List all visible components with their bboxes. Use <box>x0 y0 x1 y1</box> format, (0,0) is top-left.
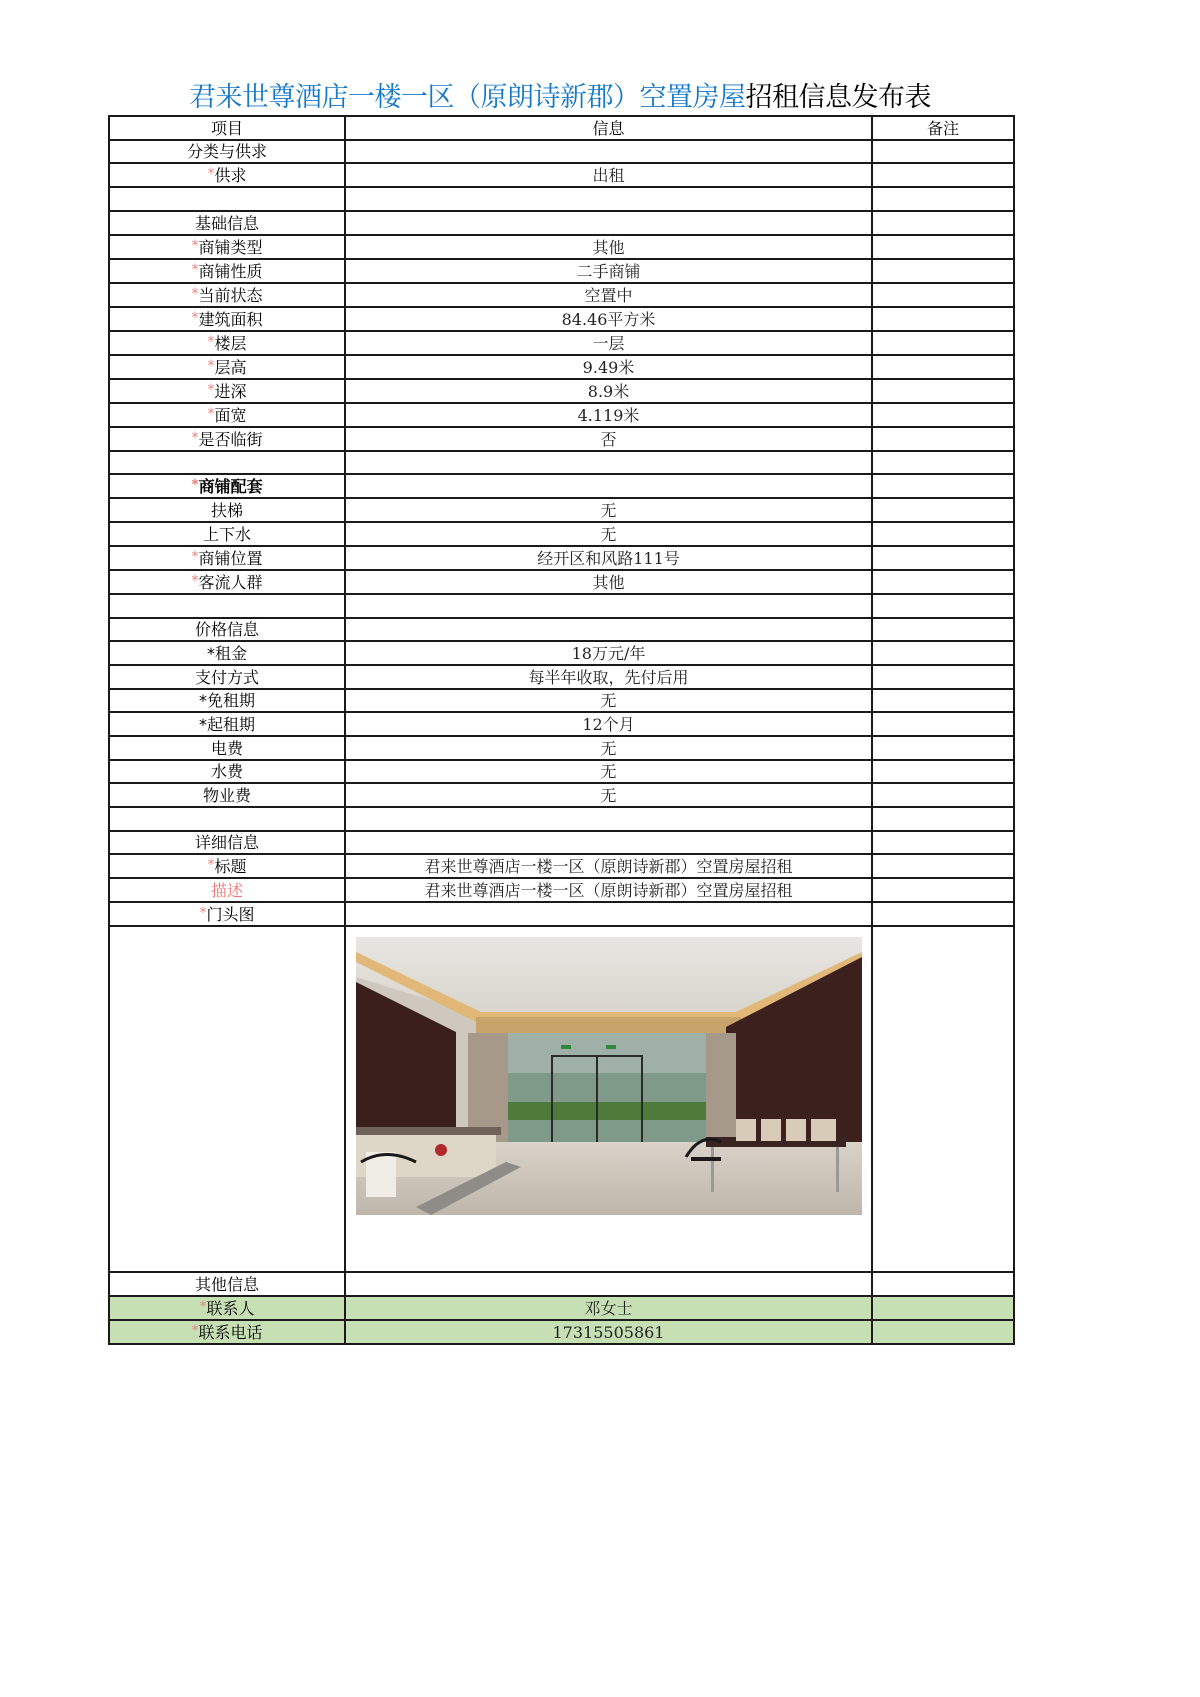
label-text: 客流人群 <box>198 572 263 592</box>
table-row <box>109 783 1014 807</box>
depth-value: 8.9米 <box>345 379 872 403</box>
table-row <box>109 283 1014 307</box>
electricity-fee-value: 无 <box>345 736 872 760</box>
table-row <box>109 379 1014 403</box>
table-row <box>109 211 1014 235</box>
row-label: 物业费 <box>109 783 345 807</box>
cell-empty <box>345 187 872 211</box>
photo-row <box>109 926 1014 1272</box>
cell-remark <box>872 307 1014 331</box>
table-row <box>109 712 1014 736</box>
required-mark: * <box>207 381 215 398</box>
label-text: 联系人 <box>206 1298 255 1318</box>
required-mark: * <box>191 477 199 494</box>
cell-remark <box>872 379 1014 403</box>
table-header-row <box>109 116 1014 140</box>
header-info: 信息 <box>345 116 872 140</box>
cell-value <box>345 1272 872 1296</box>
required-mark: * <box>207 405 215 422</box>
row-label: *起租期 <box>109 712 345 736</box>
row-label <box>109 259 345 283</box>
required-mark: * <box>191 237 199 254</box>
label-text: 商铺位置 <box>198 548 263 568</box>
label-text: 进深 <box>214 381 247 401</box>
cell-remark <box>872 259 1014 283</box>
section-label-other: 其他信息 <box>109 1272 345 1296</box>
cell-remark <box>872 570 1014 594</box>
required-mark: * <box>191 285 199 302</box>
cell-remark <box>872 355 1014 379</box>
cell-remark <box>872 427 1014 451</box>
cell-remark <box>872 163 1014 187</box>
table-row <box>109 878 1014 902</box>
cell-empty <box>109 926 345 1272</box>
table-row <box>109 831 1014 855</box>
label-text: 联系电话 <box>198 1322 263 1342</box>
section-label-basic: 基础信息 <box>109 211 345 235</box>
cell-empty <box>109 594 345 618</box>
cell-empty <box>872 451 1014 475</box>
floor-area-value: 84.46平方米 <box>345 307 872 331</box>
required-mark: * <box>207 333 215 350</box>
row-label <box>109 854 345 878</box>
required-mark: * <box>191 1322 199 1339</box>
page-title <box>108 80 1012 116</box>
current-status-value: 空置中 <box>345 283 872 307</box>
cell-remark <box>872 902 1014 926</box>
required-mark: * <box>191 572 199 589</box>
cell-remark <box>872 641 1014 665</box>
required-mark: * <box>191 261 199 278</box>
cell-remark <box>872 546 1014 570</box>
label-text: 楼层 <box>214 333 247 353</box>
table-row-contact <box>109 1320 1014 1344</box>
label-text: 面宽 <box>214 405 247 425</box>
row-label <box>109 403 345 427</box>
shop-location-value: 经开区和风路111号 <box>345 546 872 570</box>
cell-remark <box>872 1272 1014 1296</box>
section-label-price: 价格信息 <box>109 618 345 642</box>
cell-remark <box>872 760 1014 784</box>
row-label: *租金 <box>109 641 345 665</box>
table-row <box>109 736 1014 760</box>
contact-phone-value: 17315505861 <box>345 1320 872 1344</box>
contact-person-value: 邓女士 <box>345 1296 872 1320</box>
table-row <box>109 902 1014 926</box>
table-row <box>109 618 1014 642</box>
label-text: 是否临街 <box>198 429 263 449</box>
cell-empty <box>345 451 872 475</box>
storefront-photo <box>356 937 862 1215</box>
label-text: 标题 <box>214 857 247 877</box>
table-row-blank <box>109 187 1014 211</box>
cell-remark <box>872 498 1014 522</box>
water-supply-value: 无 <box>345 522 872 546</box>
row-label <box>109 427 345 451</box>
cell-remark <box>872 211 1014 235</box>
cell-remark <box>872 831 1014 855</box>
cell-remark <box>872 665 1014 689</box>
table-row <box>109 235 1014 259</box>
shop-nature-value: 二手商铺 <box>345 259 872 283</box>
label-text: 商铺配套 <box>198 477 263 497</box>
table-row-contact <box>109 1296 1014 1320</box>
cell-value <box>345 474 872 498</box>
label-text: 建筑面积 <box>198 309 263 329</box>
rent-free-period-value: 无 <box>345 689 872 713</box>
cell-remark <box>872 854 1014 878</box>
row-label <box>109 902 345 926</box>
row-label: *免租期 <box>109 689 345 713</box>
label-text: 层高 <box>214 357 247 377</box>
row-label <box>109 307 345 331</box>
table-row <box>109 307 1014 331</box>
cell-value <box>345 902 872 926</box>
cell-remark <box>872 235 1014 259</box>
required-mark: * <box>191 309 199 326</box>
required-mark: * <box>207 857 215 874</box>
listing-title-value: 君来世尊酒店一楼一区（原朗诗新郡）空置房屋招租 <box>345 854 872 878</box>
table-row <box>109 641 1014 665</box>
row-label <box>109 355 345 379</box>
cell-remark <box>872 331 1014 355</box>
frontage-width-value: 4.119米 <box>345 403 872 427</box>
header-item: 项目 <box>109 116 345 140</box>
required-mark: * <box>207 357 215 374</box>
row-label: 扶梯 <box>109 498 345 522</box>
table-row <box>109 522 1014 546</box>
cell-empty <box>109 187 345 211</box>
row-label <box>109 570 345 594</box>
lobby-photo-illustration <box>356 937 862 1215</box>
cell-empty <box>109 451 345 475</box>
cell-remark <box>872 618 1014 642</box>
table-row <box>109 1272 1014 1296</box>
table-row <box>109 163 1014 187</box>
cell-empty <box>872 594 1014 618</box>
table-row <box>109 427 1014 451</box>
cell-empty <box>872 187 1014 211</box>
row-label <box>109 1296 345 1320</box>
cell-value <box>345 140 872 164</box>
street-facing-value: 否 <box>345 427 872 451</box>
cell-empty <box>109 807 345 831</box>
required-mark: * <box>199 905 207 922</box>
required-mark: * <box>199 1298 207 1315</box>
cell-remark <box>872 1296 1014 1320</box>
table-row <box>109 760 1014 784</box>
label-text: 商铺类型 <box>198 237 263 257</box>
row-label-description: 描述 <box>109 878 345 902</box>
cell-empty <box>345 807 872 831</box>
cell-remark <box>872 736 1014 760</box>
cell-value <box>345 831 872 855</box>
row-label: 上下水 <box>109 522 345 546</box>
cell-value <box>345 618 872 642</box>
floor-height-value: 9.49米 <box>345 355 872 379</box>
table-row <box>109 498 1014 522</box>
rent-value: 18万元/年 <box>345 641 872 665</box>
table-row <box>109 331 1014 355</box>
required-mark: * <box>191 429 199 446</box>
cell-remark <box>872 522 1014 546</box>
table-row <box>109 570 1014 594</box>
required-mark: * <box>191 548 199 565</box>
cell-remark <box>872 783 1014 807</box>
shop-type-value: 其他 <box>345 235 872 259</box>
title-form-name: 招租信息发布表 <box>745 82 931 113</box>
cell-remark <box>872 926 1014 1272</box>
photo-cell <box>345 926 872 1272</box>
label-text: 商铺性质 <box>198 261 263 281</box>
lease-start-period-value: 12个月 <box>345 712 872 736</box>
row-label <box>109 331 345 355</box>
payment-method-value: 每半年收取，先付后用 <box>345 665 872 689</box>
cell-remark <box>872 712 1014 736</box>
property-fee-value: 无 <box>345 783 872 807</box>
cell-remark <box>872 140 1014 164</box>
cell-remark <box>872 1320 1014 1344</box>
label-text: 门头图 <box>206 905 255 925</box>
cell-empty <box>872 807 1014 831</box>
row-label <box>109 1320 345 1344</box>
cell-remark <box>872 878 1014 902</box>
cell-remark <box>872 689 1014 713</box>
table-row <box>109 689 1014 713</box>
row-label <box>109 235 345 259</box>
row-label: 水费 <box>109 760 345 784</box>
description-value: 君来世尊酒店一楼一区（原朗诗新郡）空置房屋招租 <box>345 878 872 902</box>
label-text: 当前状态 <box>198 285 263 305</box>
cell-remark <box>872 403 1014 427</box>
cell-value <box>345 211 872 235</box>
supply-demand-value: 出租 <box>345 163 872 187</box>
water-fee-value: 无 <box>345 760 872 784</box>
table-row <box>109 546 1014 570</box>
required-mark: * <box>207 166 215 183</box>
row-label: 支付方式 <box>109 665 345 689</box>
header-remark: 备注 <box>872 116 1014 140</box>
cell-remark <box>872 283 1014 307</box>
row-label <box>109 283 345 307</box>
title-property-name: 君来世尊酒店一楼一区（原朗诗新郡）空置房屋 <box>189 82 746 113</box>
section-label-details: 详细信息 <box>109 831 345 855</box>
table-row <box>109 355 1014 379</box>
label-text: 供求 <box>214 166 247 186</box>
table-row <box>109 403 1014 427</box>
escalator-value: 无 <box>345 498 872 522</box>
table-row <box>109 140 1014 164</box>
row-label: 电费 <box>109 736 345 760</box>
row-label <box>109 546 345 570</box>
table-row <box>109 854 1014 878</box>
floor-value: 一层 <box>345 331 872 355</box>
table-row-blank <box>109 807 1014 831</box>
table-row-blank <box>109 594 1014 618</box>
rental-info-table <box>108 115 1015 1345</box>
customer-flow-value: 其他 <box>345 570 872 594</box>
row-label <box>109 379 345 403</box>
table-row <box>109 474 1014 498</box>
table-row <box>109 259 1014 283</box>
row-label <box>109 163 345 187</box>
section-label-category: 分类与供求 <box>109 140 345 164</box>
cell-remark <box>872 474 1014 498</box>
table-row-blank <box>109 451 1014 475</box>
table-row <box>109 665 1014 689</box>
section-label-facilities <box>109 474 345 498</box>
cell-empty <box>345 594 872 618</box>
